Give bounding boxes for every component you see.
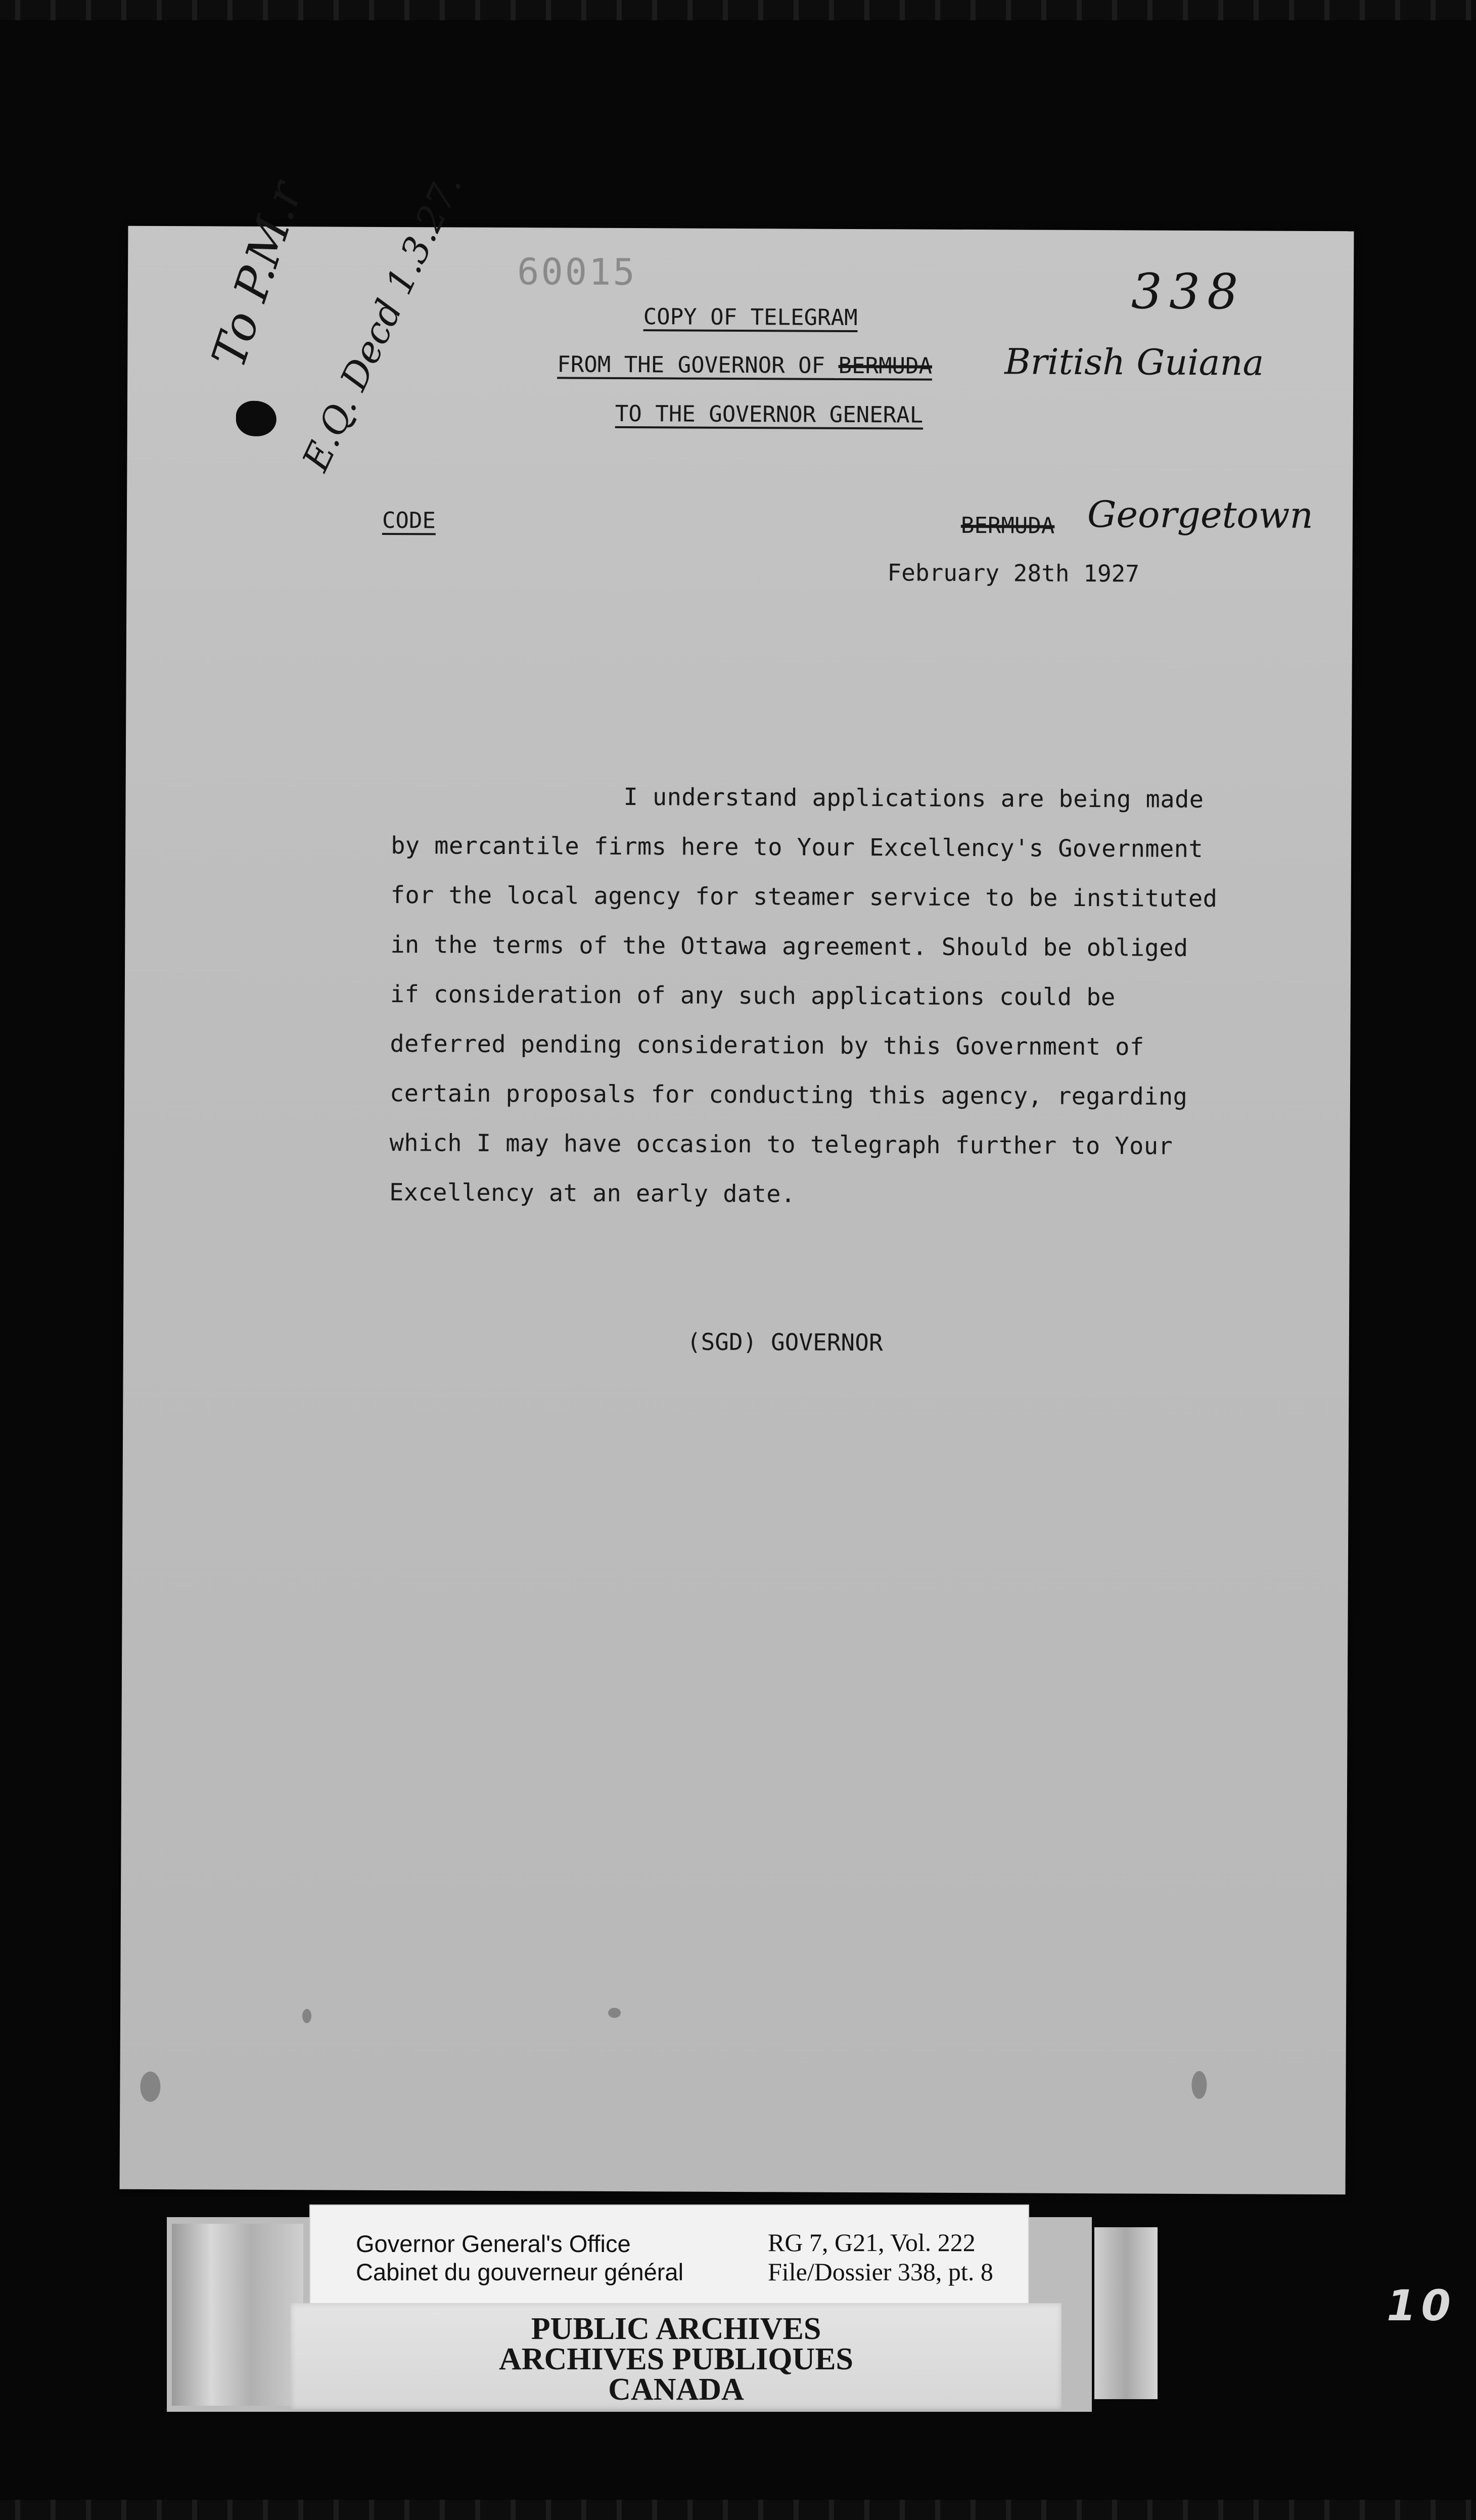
from-prefix: FROM THE GOVERNOR OF — [557, 351, 839, 379]
body-line: in the terms of the Ottawa agreement. Should be obliged — [390, 931, 1188, 962]
paper-smudge — [608, 2008, 621, 2018]
paper-smudge — [1191, 2071, 1207, 2099]
struck-origin: BERMUDA — [838, 352, 933, 379]
office-name-english: Governor General's Office — [356, 2230, 631, 2257]
archives-line-french: ARCHIVES PUBLIQUES — [498, 2342, 854, 2376]
record-group-reference: RG 7, G21, Vol. 222 — [768, 2228, 976, 2257]
body-line: for the local agency for steamer service to be instituted — [390, 881, 1218, 913]
signature-line: (SGD) GOVERNOR — [686, 1328, 883, 1357]
margin-note: To P.M.r — [201, 175, 313, 374]
stamp-number: 60015 — [517, 250, 637, 294]
file-reference: File/Dossier 338, pt. 8 — [768, 2258, 993, 2286]
archive-label-edge-right — [1094, 2227, 1158, 2399]
body-line: Excellency at an early date. — [389, 1179, 796, 1208]
telegram-from-line — [557, 351, 932, 379]
film-frame-number: 10 — [1387, 2281, 1456, 2330]
body-line: certain proposals for conducting this agency, regarding — [389, 1079, 1188, 1111]
body-line: by mercantile firms here to Your Excellency's Government — [391, 832, 1204, 864]
telegram-title: COPY OF TELEGRAM — [643, 304, 858, 331]
film-edge-top — [0, 0, 1476, 20]
body-line: I understand applications are being made — [623, 783, 1204, 814]
telegram-to-line: TO THE GOVERNOR GENERAL — [615, 400, 924, 428]
paper-smudge — [140, 2072, 160, 2102]
struck-place: BERMUDA — [960, 512, 1055, 539]
paper-smudge — [302, 2009, 311, 2023]
handwritten-origin: British Guiana — [1004, 341, 1264, 384]
archives-line-english: PUBLIC ARCHIVES — [531, 2312, 821, 2346]
margin-note-initials: E.Q. — [294, 389, 366, 477]
handwritten-page-number: 338 — [1131, 263, 1246, 321]
telegram-page — [120, 167, 1354, 2195]
margin-note-date — [294, 167, 470, 477]
archive-label-edge-left — [172, 2224, 303, 2406]
code-label: CODE — [382, 507, 436, 534]
office-name-french: Cabinet du gouverneur général — [356, 2259, 684, 2285]
body-line: if consideration of any such applications could be — [390, 980, 1116, 1012]
public-archives-card — [291, 2303, 1062, 2409]
telegram-date: February 28th 1927 — [887, 559, 1140, 588]
body-line: deferred pending consideration by this Government of — [390, 1030, 1144, 1061]
film-edge-bottom — [0, 2500, 1476, 2520]
archives-line-country: CANADA — [608, 2372, 744, 2407]
margin-note-date-text: Decd 1.3.27. — [332, 167, 470, 397]
body-line: which I may have occasion to telegraph further to Your — [389, 1129, 1173, 1160]
handwritten-place: Georgetown — [1087, 493, 1314, 536]
ink-blot — [236, 401, 276, 436]
archive-reference-card — [309, 2204, 1029, 2308]
